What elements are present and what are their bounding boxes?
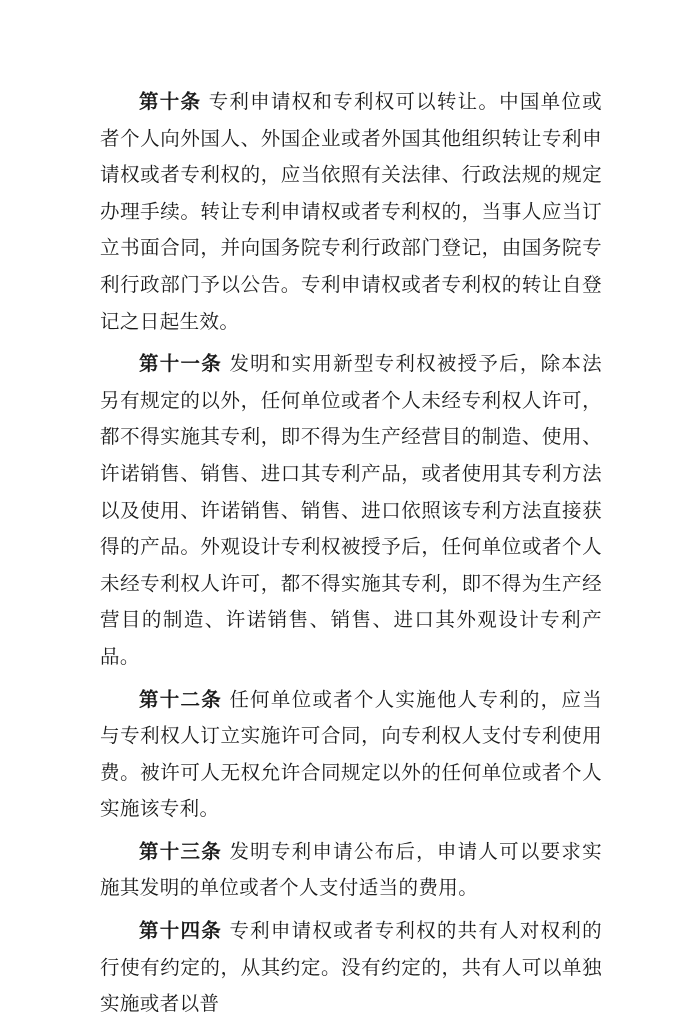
article-title: 第十三条: [139, 839, 222, 863]
article-title: 第十条: [139, 90, 202, 113]
article-14: [100, 913, 602, 1023]
article-text: 专利申请权和专利权可以转让。中国单位或者个人向外国人、外国企业或者外国其他组织转让专利申请权或者专利权的，应当依照有关法律、行政法规的规定办理手续。转让专利申请权或者专利权的，当事人应当订立书面合同，并向国务院专利行政部门登记，由国务院专利行政部门予以公告。专利申请权或者专利权的转让自登记之日起生效。: [100, 90, 602, 333]
article-13: [100, 834, 602, 907]
article-text: 任何单位或者个人实施他人专利的，应当与专利权人订立实施许可合同，向专利权人支付专利使用费。被许可人无权允许合同规定以外的任何单位或者个人实施该专利。: [100, 687, 602, 821]
article-12: [100, 682, 602, 828]
document-body: [100, 84, 602, 1029]
article-10: [100, 84, 602, 340]
article-title: 第十一条: [139, 352, 222, 376]
article-text: 发明专利申请公布后，申请人可以要求实施其发明的单位或者个人支付适当的费用。: [100, 839, 602, 900]
article-text: 专利申请权或者专利权的共有人对权利的行使有约定的，从其约定。没有约定的，共有人可以单独实施或者以普: [100, 919, 602, 1016]
article-title: 第十二条: [139, 687, 222, 711]
article-title: 第十四条: [139, 919, 222, 943]
article-11: [100, 346, 602, 675]
article-text: 发明和实用新型专利权被授予后，除本法另有规定的以外，任何单位或者个人未经专利权人许可，都不得实施其专利，即不得为生产经营目的制造、使用、许诺销售、销售、进口其专利产品，或者使用其专利方法以及使用、许诺销售、销售、进口依照该专利方法直接获得的产品。外观设计专利权被授予后，任何单位或者个人未经专利权人许可，都不得实施其专利，即不得为生产经营目的制造、许诺销售、销售、进口其外观设计专利产品。: [100, 352, 602, 668]
